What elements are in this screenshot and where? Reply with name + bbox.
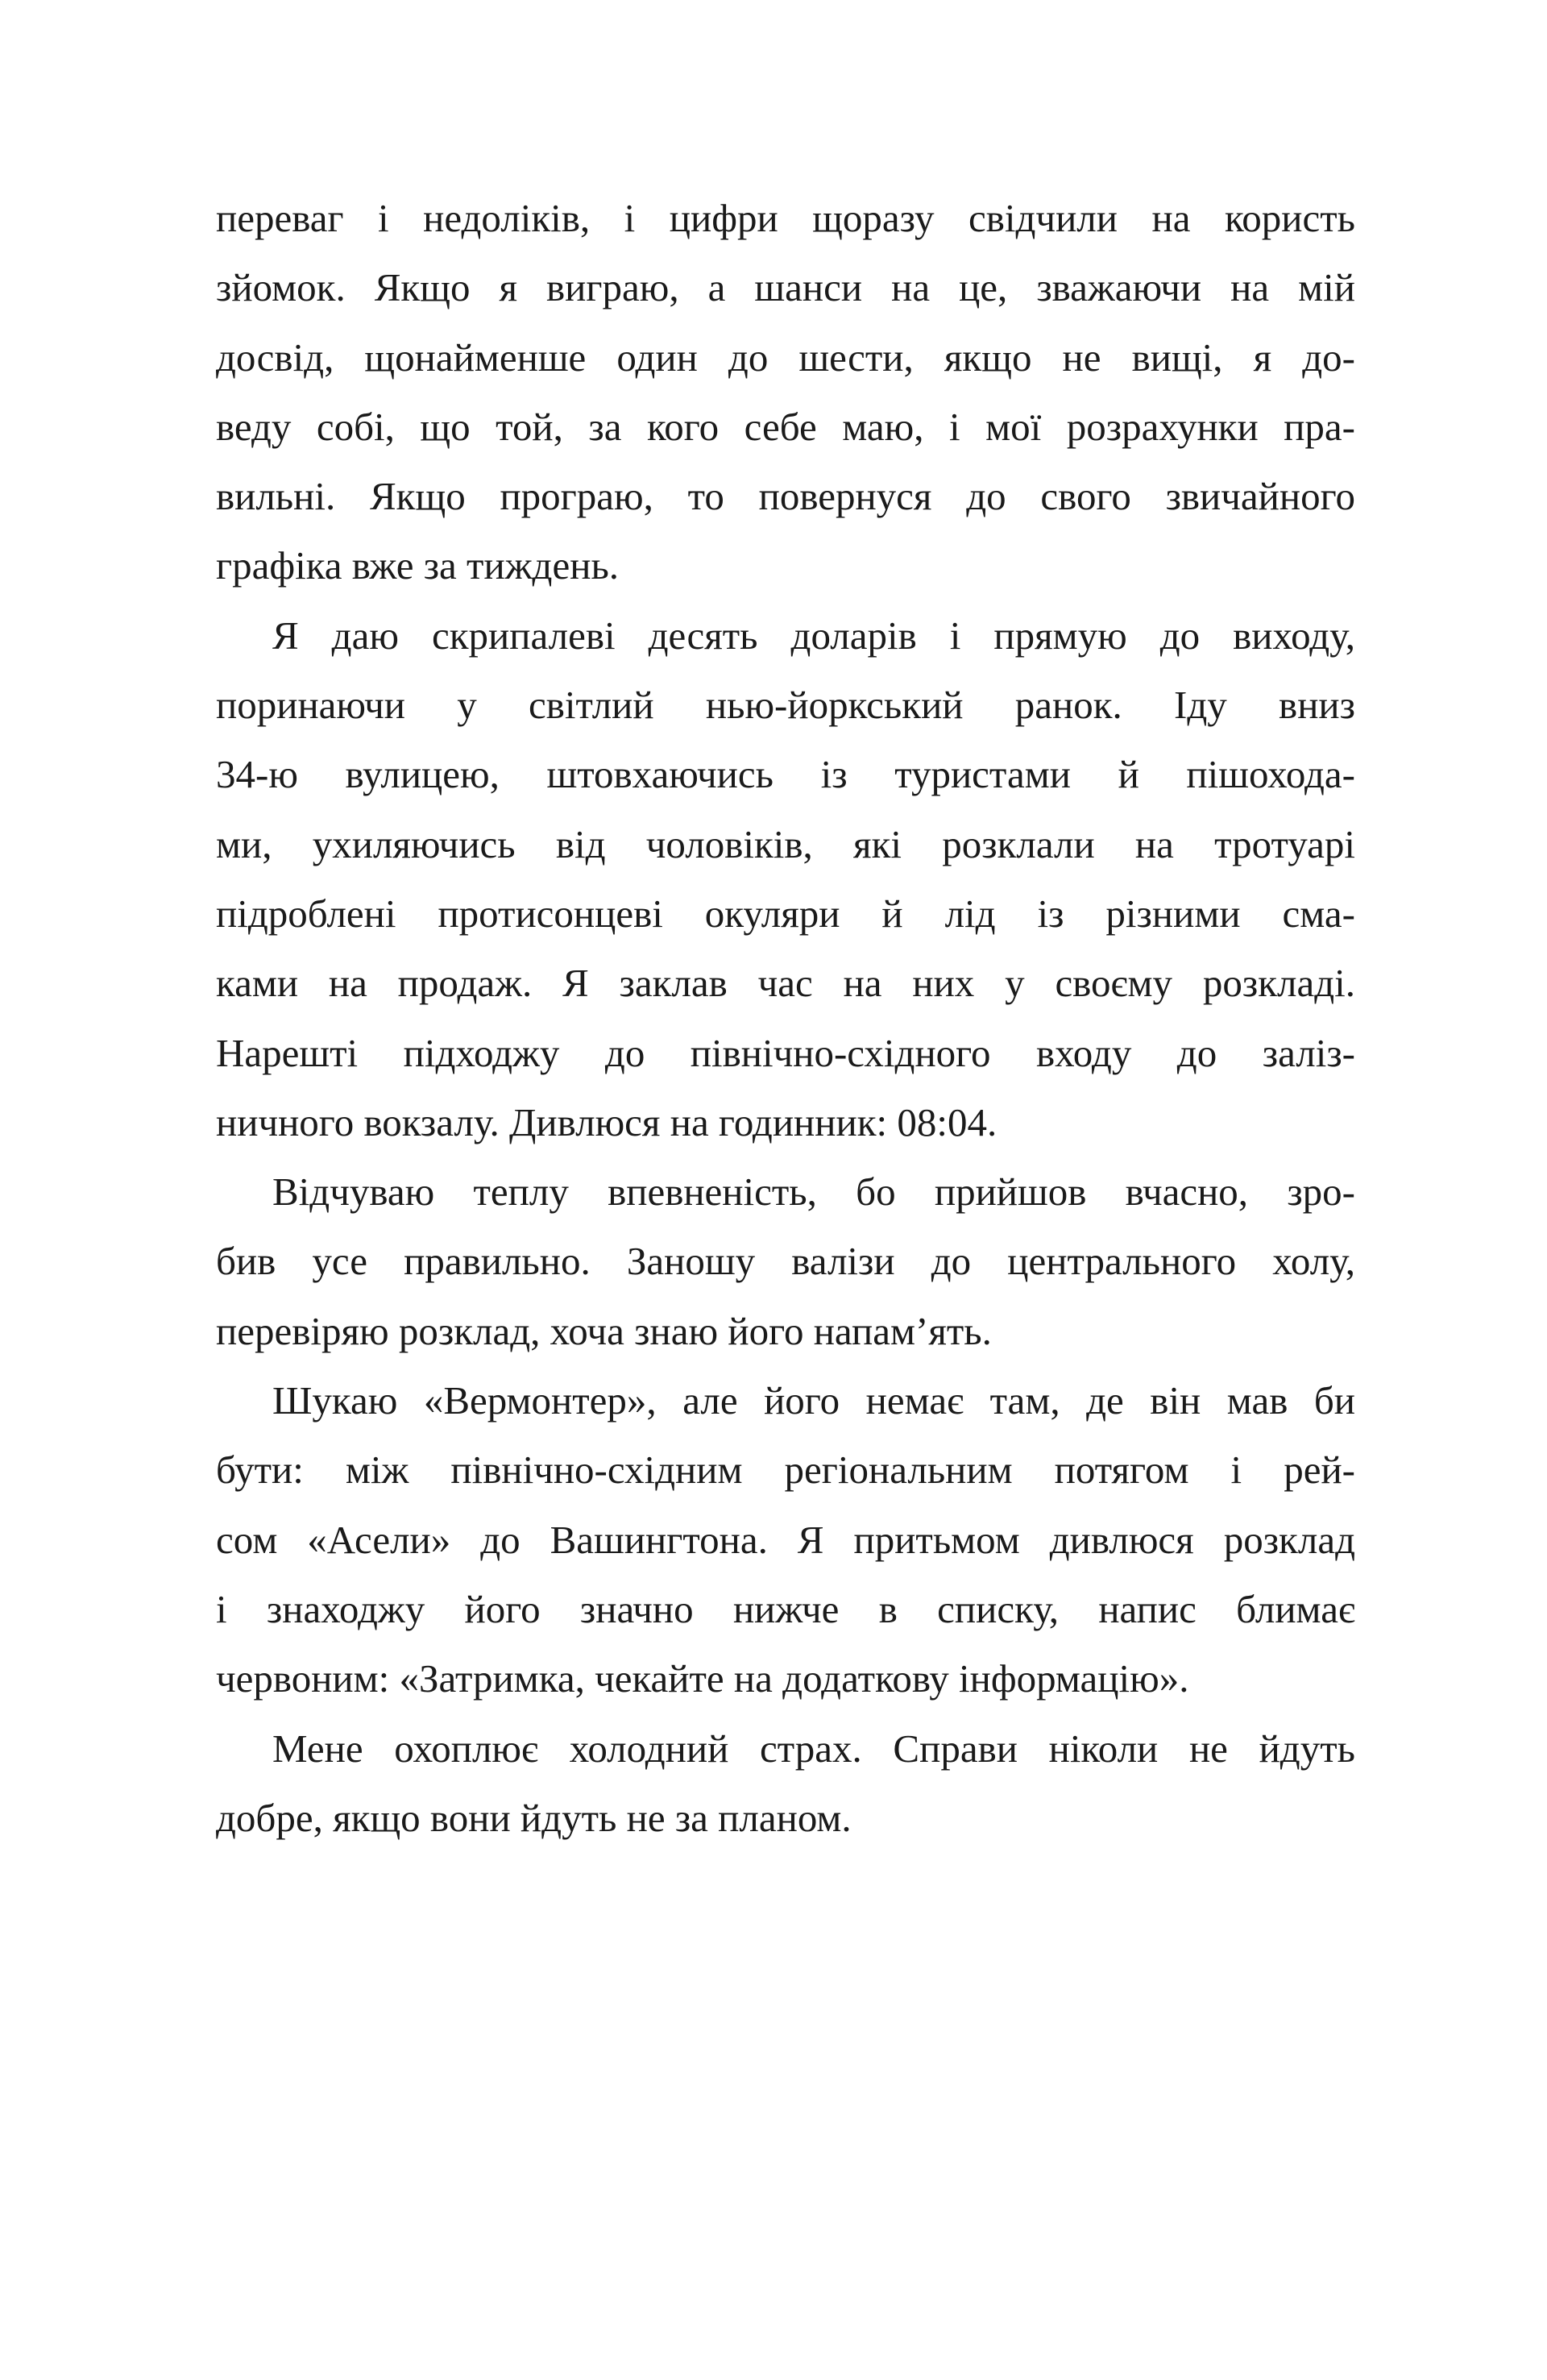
text-line: поринаючи у світлий нью-йоркський ранок. Іду вниз	[216, 683, 1355, 728]
paragraph	[216, 1366, 1355, 1713]
paragraph	[216, 1714, 1355, 1854]
text-line: сом «Асели» до Вашингтона. Я притьмом дивлюся розклад	[216, 1517, 1355, 1562]
text-line: Шукаю «Вермонтер», але його немає там, де він мав би	[272, 1378, 1355, 1423]
text-line: добре, якщо вони йдуть не за планом.	[216, 1795, 852, 1840]
text-line: ками на продаж. Я заклав час на них у своєму розкладі.	[216, 961, 1355, 1006]
paragraph	[216, 1157, 1355, 1366]
text-line: ми, ухиляючись від чоловіків, які розклали на тротуарі	[216, 821, 1355, 866]
text-line: веду собі, що той, за кого себе маю, і мої розрахунки пра-	[216, 404, 1355, 449]
text-line: вильні. Якщо програю, то повернуся до свого звичайного	[216, 474, 1355, 519]
text-line: переваг і недоліків, і цифри щоразу свідчили на користь	[216, 196, 1355, 240]
text-line: бив усе правильно. Заношу валізи до центрального холу,	[216, 1239, 1355, 1284]
text-line: Я даю скрипалеві десять доларів і прямую до виходу,	[272, 613, 1355, 658]
text-line: і знаходжу його значно нижче в списку, напис блимає	[216, 1586, 1355, 1631]
text-line: Мене охоплює холодний страх. Справи ніколи не йдуть	[272, 1726, 1355, 1771]
text-line: ничного вокзалу. Дивлюся на годинник: 08:04.	[216, 1099, 997, 1144]
text-line: зйомок. Якщо я виграю, а шанси на це, зважаючи на мій	[216, 265, 1355, 310]
text-line: графіка вже за тиждень.	[216, 543, 620, 588]
text-line: досвід, щонайменше один до шести, якщо не вищі, я до-	[216, 334, 1355, 380]
text-line: перевіряю розклад, хоча знаю його напам’ять.	[216, 1308, 992, 1353]
paragraph	[216, 601, 1355, 1157]
text-line: червоним: «Затримка, чекайте на додаткову інформацію».	[216, 1656, 1189, 1701]
text-line: Нарешті підходжу до північно-східного входу до заліз-	[216, 1030, 1355, 1075]
text-line: 34-ю вулицею, штовхаючись із туристами й пішохода-	[216, 752, 1355, 797]
book-page-body	[216, 184, 1355, 1853]
text-line: підроблені протисонцеві окуляри й лід із різними сма-	[216, 891, 1355, 936]
text-line: Відчуваю теплу впевненість, бо прийшов вчасно, зро-	[272, 1169, 1355, 1215]
paragraph	[216, 184, 1355, 601]
text-line: бути: між північно-східним регіональним потягом і рей-	[216, 1448, 1355, 1493]
